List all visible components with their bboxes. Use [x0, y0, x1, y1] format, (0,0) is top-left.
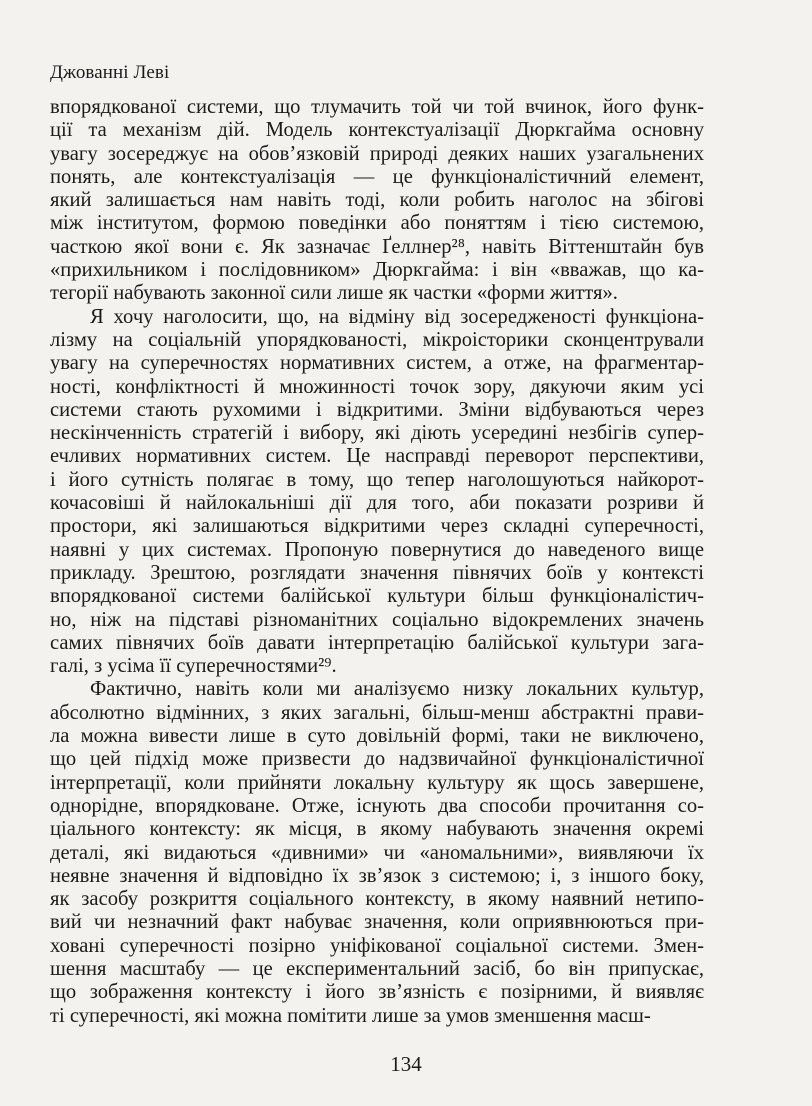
text-line: галі, з усіма її суперечностями²⁹.: [50, 655, 337, 678]
text-line: нескінченність стратегій і вибору, які діють усередині незбігів супер-: [50, 422, 704, 445]
text-line: що цей підхід може призвести до надзвичайної функціоналістичної: [50, 748, 704, 771]
text-line: і його сутність полягає в тому, що тепер наголошуються найкорот-: [50, 468, 704, 491]
text-line: шення масштабу — це експериментальний засіб, бо він припускає,: [50, 957, 704, 980]
text-line: однорідне, впорядковане. Отже, існують два способи прочитання со-: [50, 794, 704, 817]
running-head: Джованні Леві: [50, 62, 170, 83]
text-line: який залишається нам навіть тоді, коли робить наголос на збігові: [50, 189, 704, 212]
paragraph: [50, 96, 704, 306]
text-line: понять, але контекстуалізація — це функціоналістичний елемент,: [50, 165, 704, 188]
text-line: лізму на соціальній упорядкованості, мікроісторики сконцентрували: [50, 328, 704, 351]
text-line: вий чи незначний факт набуває значення, коли оприявнюються при-: [50, 911, 704, 934]
page-number: 134: [390, 1052, 422, 1076]
text-line: кочасовіші й найлокальніші дії для того, аби показати розриви й: [50, 492, 704, 515]
text-line: самих півнячих боїв давати інтерпретацію балійської культури зага-: [50, 631, 704, 654]
paragraph: [50, 678, 704, 1027]
text-line: ції та механізм дій. Модель контекстуалізації Дюркгайма основну: [50, 119, 704, 142]
text-line: часткою якої вони є. Як зазначає Ґеллнер²⁸, навіть Віттенштайн був: [50, 235, 704, 258]
text-line: Фактично, навіть коли ми аналізуємо низку локальних культур,: [90, 678, 704, 701]
text-line: наявні у цих системах. Пропоную повернутися до наведеного вище: [50, 538, 704, 561]
text-line: «прихильником і послідовником» Дюркгайма: і він «вважав, що ка-: [50, 259, 704, 282]
text-line: що зображення контексту і його зв’язність є позірними, й виявляє: [50, 981, 704, 1004]
text-line: між інститутом, формою поведінки або поняттям і тією системою,: [50, 212, 704, 235]
text-line: як засобу розкриття соціального контексту, в якому наявний нетипо-: [50, 888, 704, 911]
paragraph: [50, 306, 704, 679]
text-line: ла можна вивести лише в суто довільній формі, таки не виключено,: [50, 725, 704, 748]
text-line: інтерпретації, коли прийняти локальну культуру як щось завершене,: [50, 771, 704, 794]
text-line: неявне значення й відповідно їх зв’язок з системою; і, з іншого боку,: [50, 864, 704, 887]
text-line: простори, які залишаються відкритими через складні суперечності,: [50, 515, 704, 538]
text-line: тегорії набувають законної сили лише як частки «форми життя».: [50, 282, 618, 305]
text-line: прикладу. Зрештою, розглядати значення півнячих боїв у контексті: [50, 561, 704, 584]
text-line: системи стають рухомими і відкритими. Зміни відбуваються через: [50, 398, 704, 421]
text-line: увагу зосереджує на обов’язковій природі деяких наших узагальнених: [50, 142, 704, 165]
body-text: [50, 96, 704, 1028]
text-line: ності, конфліктності й множинності точок зору, дякуючи яким усі: [50, 375, 704, 398]
text-line: ціального контексту: як місця, в якому набувають значення окремі: [50, 818, 704, 841]
text-line: впорядкованої системи, що тлумачить той чи той вчинок, його функ-: [50, 96, 704, 118]
text-line: ховані суперечності позірно уніфікованої соціальної системи. Змен-: [50, 934, 704, 957]
text-line: деталі, які видаються «дивними» чи «аномальними», виявляючи їх: [50, 841, 704, 864]
text-line: ечливих нормативних систем. Це насправді переворот перспективи,: [50, 445, 704, 468]
text-line: увагу на суперечностях нормативних систем, а отже, на фрагментар-: [50, 352, 704, 375]
text-line: но, ніж на підставі різноманітних соціально відокремлених значень: [50, 608, 704, 631]
text-line: ті суперечності, які можна помітити лише за умов зменшення масш-: [50, 1004, 651, 1027]
text-line: Я хочу наголосити, що, на відміну від зосередженості функціона-: [90, 305, 704, 328]
text-line: впорядкованої системи балійської культури більш функціоналістич-: [50, 585, 704, 608]
text-line: абсолютно відмінних, з яких загальні, більш-менш абстрактні прави-: [50, 701, 704, 724]
